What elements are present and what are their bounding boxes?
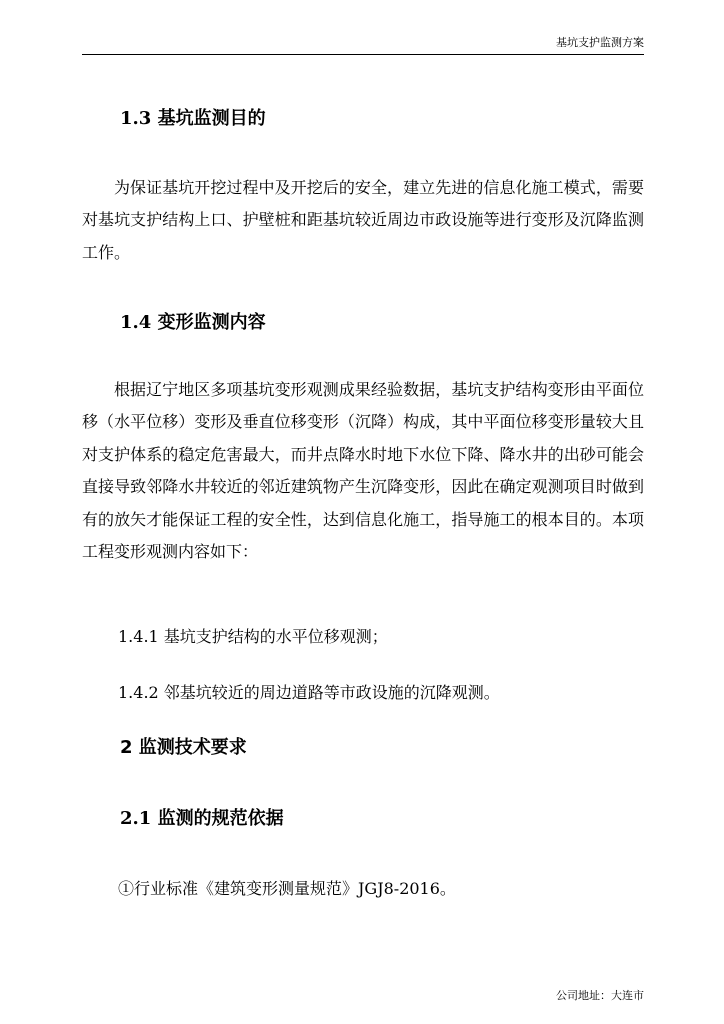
- section-1-3-paragraph: 为保证基坑开挖过程中及开挖后的安全，建立先进的信息化施工模式，需要对基坑支护结构上口、护壁桩和距基坑较近周边市政设施等进行变形及沉降监测工作。: [82, 178, 644, 262]
- standard-reference-item: ①行业标准《建筑变形测量规范》JGJ8-2016。: [118, 879, 456, 898]
- running-header: 基坑支护监测方案: [556, 36, 644, 49]
- header-divider: [82, 54, 644, 55]
- section-1-4-paragraph: 根据辽宁地区多项基坑变形观测成果经验数据，基坑支护结构变形由平面位移（水平位移）变形及垂直位移变形（沉降）构成，其中平面位移变形量较大且对支护体系的稳定危害最大，而井点降水时地下水位下降、降水井的出砂可能会直接导致邻降水井较近的邻近建筑物产生沉降变形，因此在确定观测项目时做到有的放矢才能保证工程的安全性，达到信息化施工，指导施工的根本目的。本项工程变形观测内容如下：: [82, 380, 644, 562]
- section-heading-1-4: 1.4 变形监测内容: [120, 312, 266, 333]
- section-heading-2-1: 2.1 监测的规范依据: [120, 808, 284, 829]
- section-heading-1-3: 1.3 基坑监测目的: [120, 108, 266, 129]
- monitoring-item-2: 1.4.2 邻基坑较近的周边道路等市政设施的沉降观测。: [118, 683, 500, 702]
- monitoring-item-1: 1.4.1 基坑支护结构的水平位移观测；: [118, 627, 388, 646]
- running-footer: 公司地址：大连市: [556, 989, 644, 1002]
- section-heading-2: 2 监测技术要求: [120, 737, 247, 758]
